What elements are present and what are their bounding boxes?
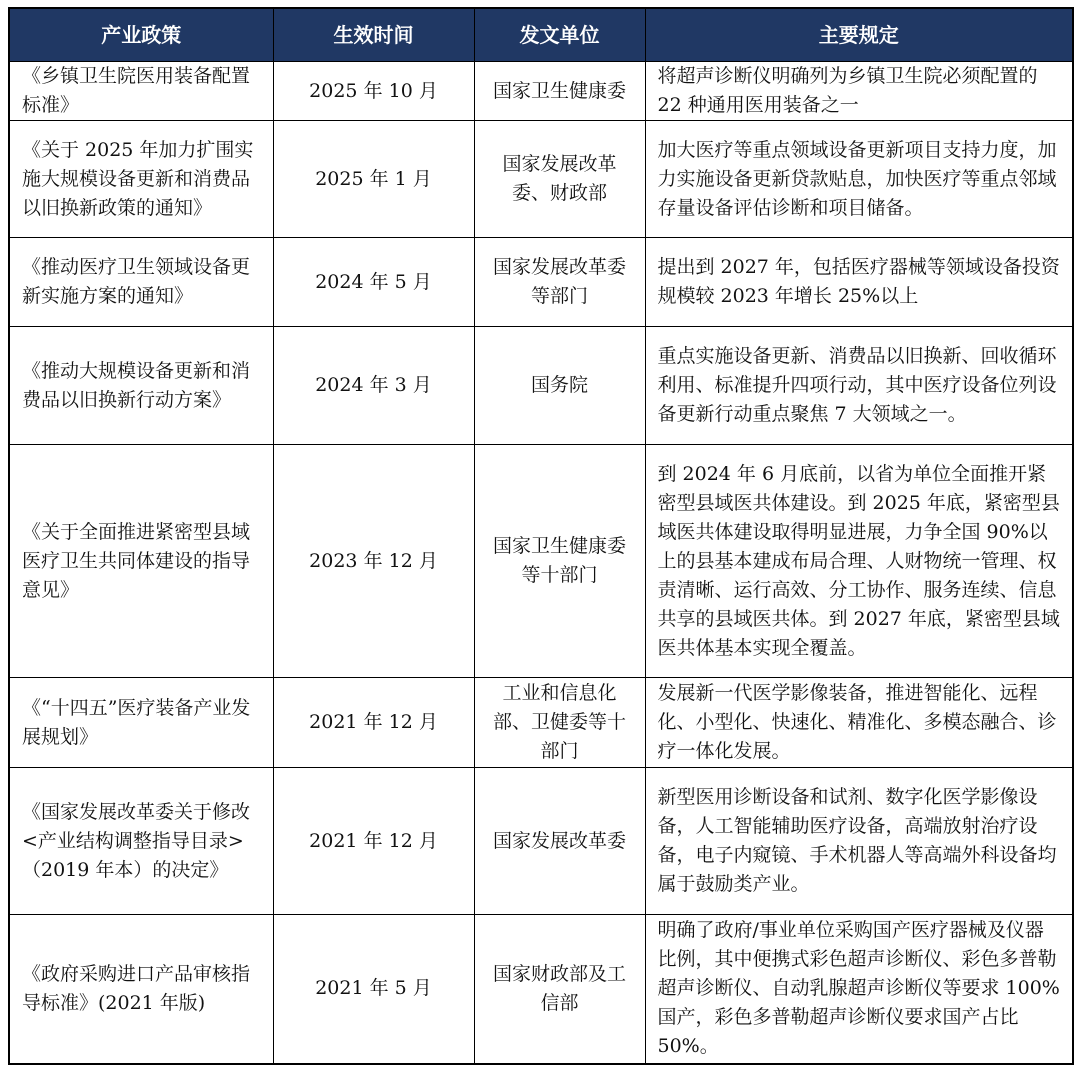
provision: 将超声诊断仪明确列为乡镇卫生院必须配置的 22 种通用医用装备之一 (645, 62, 1073, 121)
header-provision: 主要规定 (645, 8, 1073, 62)
issuer: 国家财政部及工信部 (474, 915, 645, 1064)
effective-date: 2023 年 12 月 (273, 445, 474, 678)
effective-date: 2025 年 1 月 (273, 121, 474, 238)
issuer: 国务院 (474, 327, 645, 445)
issuer: 工业和信息化部、卫健委等十部门 (474, 678, 645, 768)
header-issuer: 发文单位 (474, 8, 645, 62)
policy-name: 《推动大规模设备更新和消费品以旧换新行动方案》 (9, 327, 273, 445)
issuer: 国家发展改革委 (474, 768, 645, 915)
effective-date: 2024 年 3 月 (273, 327, 474, 445)
header-row (9, 8, 1073, 62)
table-row (9, 327, 1073, 445)
policy-name: 《关于全面推进紧密型县域医疗卫生共同体建设的指导意见》 (9, 445, 273, 678)
policy-name: 《推动医疗卫生领域设备更新实施方案的通知》 (9, 238, 273, 327)
table-row (9, 768, 1073, 915)
issuer: 国家发展改革委、财政部 (474, 121, 645, 238)
issuer: 国家发展改革委等部门 (474, 238, 645, 327)
effective-date: 2021 年 12 月 (273, 678, 474, 768)
table-row (9, 445, 1073, 678)
table-row (9, 121, 1073, 238)
effective-date: 2025 年 10 月 (273, 62, 474, 121)
table-row (9, 678, 1073, 768)
policy-name: 《国家发展改革委关于修改<产业结构调整指导目录>（2019 年本）的决定》 (9, 768, 273, 915)
policy-name: 《政府采购进口产品审核指导标准》(2021 年版) (9, 915, 273, 1064)
provision: 重点实施设备更新、消费品以旧换新、回收循环利用、标准提升四项行动，其中医疗设备位列设备更新行动重点聚焦 7 大领域之一。 (645, 327, 1073, 445)
issuer: 国家卫生健康委等十部门 (474, 445, 645, 678)
table-row (9, 915, 1073, 1064)
provision: 明确了政府/事业单位采购国产医疗器械及仪器比例，其中便携式彩色超声诊断仪、彩色多普勒超声诊断仪、自动乳腺超声诊断仪等要求 100%国产，彩色多普勒超声诊断仪要求国产占比 50%。 (645, 915, 1073, 1064)
table-row (9, 62, 1073, 121)
effective-date: 2021 年 5 月 (273, 915, 474, 1064)
table-row (9, 238, 1073, 327)
provision: 新型医用诊断设备和试剂、数字化医学影像设备，人工智能辅助医疗设备，高端放射治疗设备，电子内窥镜、手术机器人等高端外科设备均属于鼓励类产业。 (645, 768, 1073, 915)
effective-date: 2024 年 5 月 (273, 238, 474, 327)
policy-table (8, 7, 1074, 1065)
provision: 加大医疗等重点领域设备更新项目支持力度，加力实施设备更新贷款贴息，加快医疗等重点邻域存量设备评估诊断和项目储备。 (645, 121, 1073, 238)
provision: 到 2024 年 6 月底前，以省为单位全面推开紧密型县域医共体建设。到 2025 年底，紧密型县域医共体建设取得明显进展，力争全国 90%以上的县基本建成布局合理、人财物统一管理、权责清晰、运行高效、分工协作、服务连续、信息共享的县域医共体。到 2027 年底，紧密型县域医共体基本实现全覆盖。 (645, 445, 1073, 678)
policy-name: 《“十四五”医疗装备产业发展规划》 (9, 678, 273, 768)
policy-name: 《关于 2025 年加力扩围实施大规模设备更新和消费品以旧换新政策的通知》 (9, 121, 273, 238)
provision: 发展新一代医学影像装备，推进智能化、远程化、小型化、快速化、精准化、多模态融合、诊疗一体化发展。 (645, 678, 1073, 768)
header-policy: 产业政策 (9, 8, 273, 62)
issuer: 国家卫生健康委 (474, 62, 645, 121)
provision: 提出到 2027 年，包括医疗器械等领域设备投资规模较 2023 年增长 25%以上 (645, 238, 1073, 327)
header-effective-date: 生效时间 (273, 8, 474, 62)
policy-name: 《乡镇卫生院医用装备配置标准》 (9, 62, 273, 121)
effective-date: 2021 年 12 月 (273, 768, 474, 915)
